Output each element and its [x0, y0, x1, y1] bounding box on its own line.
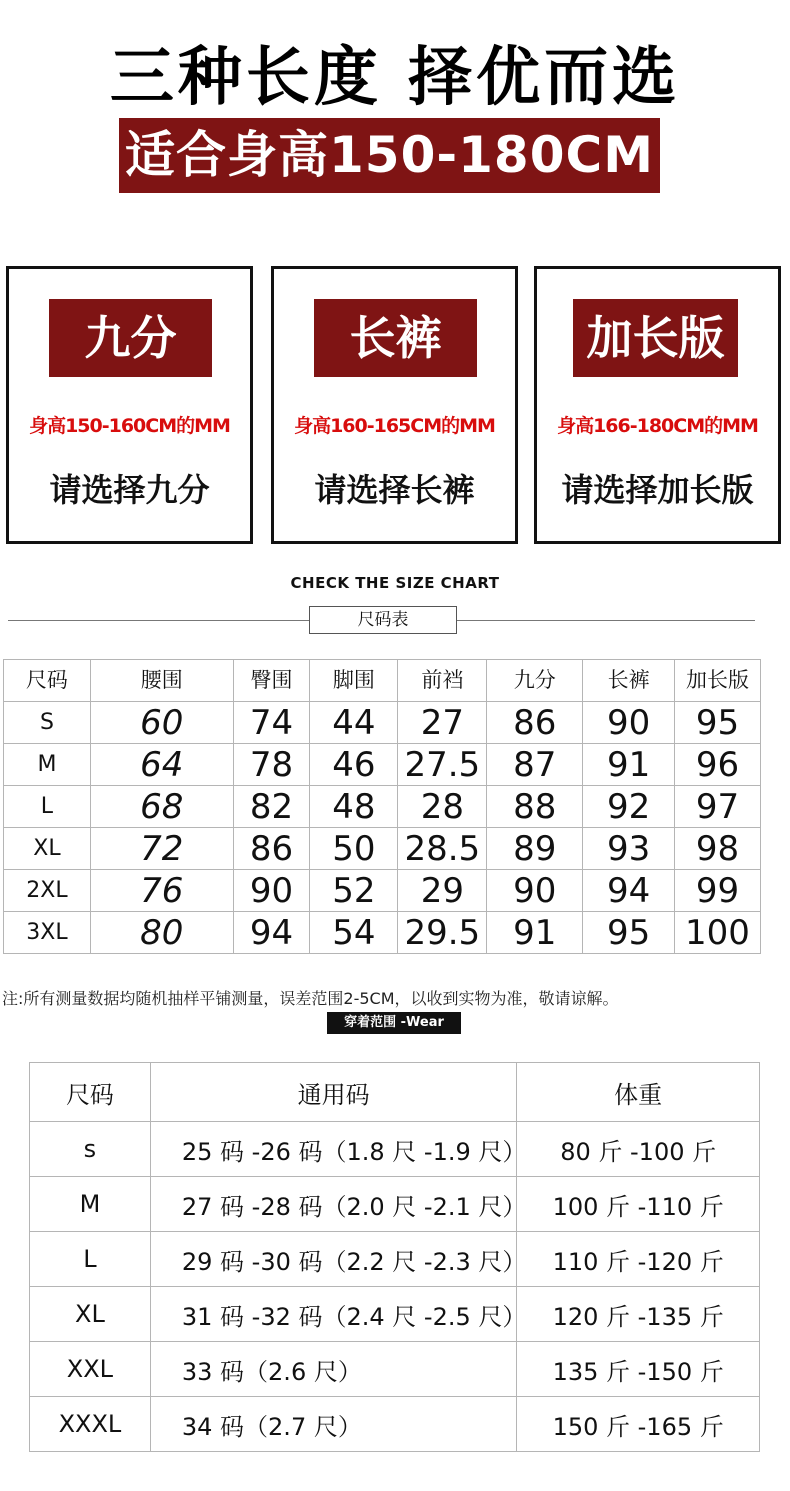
table-cell: 2XL [4, 870, 91, 912]
table-header-row [4, 660, 761, 702]
table-cell: 25 码 -26 码（1.8 尺 -1.9 尺） [150, 1122, 516, 1177]
option-height-range: 身高166-180CM的MM [557, 415, 758, 437]
table-cell: 76 [90, 870, 233, 912]
table-cell: XL [30, 1287, 151, 1342]
option-card-ninth [6, 266, 253, 544]
table-cell: 28.5 [398, 828, 487, 870]
table-cell: 80 斤 -100 斤 [517, 1122, 760, 1177]
size-table [3, 659, 761, 954]
table-cell: 91 [583, 744, 675, 786]
table-cell: 80 [90, 912, 233, 954]
table-cell: 98 [675, 828, 761, 870]
table-row [4, 870, 761, 912]
table-cell: 44 [310, 702, 398, 744]
table-cell: XL [4, 828, 91, 870]
table-cell: 100 斤 -110 斤 [517, 1177, 760, 1232]
table-cell: 28 [398, 786, 487, 828]
table-cell: 29 [398, 870, 487, 912]
table-cell: 95 [675, 702, 761, 744]
table-cell: 46 [310, 744, 398, 786]
table-cell: 100 [675, 912, 761, 954]
table-cell: XXXL [30, 1397, 151, 1452]
table-row [4, 744, 761, 786]
table-cell: 90 [233, 870, 310, 912]
table-cell: 150 斤 -165 斤 [517, 1397, 760, 1452]
table-cell: 52 [310, 870, 398, 912]
table-cell: 93 [583, 828, 675, 870]
table-cell: 54 [310, 912, 398, 954]
option-badge: 加长版 [573, 299, 738, 377]
column-header: 通用码 [150, 1063, 516, 1122]
table-cell: 34 码（2.7 尺） [150, 1397, 516, 1452]
table-cell: 86 [233, 828, 310, 870]
table-cell: S [4, 702, 91, 744]
table-cell: M [4, 744, 91, 786]
table-cell: 87 [487, 744, 583, 786]
table-cell: 95 [583, 912, 675, 954]
option-height-range: 身高150-160CM的MM [29, 415, 230, 437]
table-cell: 72 [90, 828, 233, 870]
column-header: 腰围 [90, 660, 233, 702]
wear-range-tag: 穿着范围 -Wear [327, 1012, 461, 1034]
column-header: 尺码 [4, 660, 91, 702]
option-height-range: 身高160-165CM的MM [294, 415, 495, 437]
option-card-extended [534, 266, 781, 544]
table-row [30, 1397, 760, 1452]
table-cell: 82 [233, 786, 310, 828]
divider [457, 620, 755, 621]
table-cell: 68 [90, 786, 233, 828]
table-cell: 27 码 -28 码（2.0 尺 -2.1 尺） [150, 1177, 516, 1232]
wear-range-table [29, 1062, 760, 1452]
table-cell: 27.5 [398, 744, 487, 786]
size-chart-heading: CHECK THE SIZE CHART [290, 574, 500, 592]
table-row [30, 1232, 760, 1287]
column-header: 体重 [517, 1063, 760, 1122]
table-cell: 33 码（2.6 尺） [150, 1342, 516, 1397]
table-cell: XXL [30, 1342, 151, 1397]
column-header: 长裤 [583, 660, 675, 702]
table-cell: 74 [233, 702, 310, 744]
table-cell: 29.5 [398, 912, 487, 954]
column-header: 臀围 [233, 660, 310, 702]
table-row [4, 828, 761, 870]
table-cell: 88 [487, 786, 583, 828]
table-header-row [30, 1063, 760, 1122]
table-cell: 97 [675, 786, 761, 828]
table-cell: 91 [487, 912, 583, 954]
table-cell: 50 [310, 828, 398, 870]
table-cell: s [30, 1122, 151, 1177]
table-cell: 64 [90, 744, 233, 786]
option-advice: 请选择长裤 [314, 471, 475, 509]
table-cell: 78 [233, 744, 310, 786]
column-header: 加长版 [675, 660, 761, 702]
option-advice: 请选择加长版 [561, 471, 754, 509]
table-cell: 94 [583, 870, 675, 912]
table-cell: 99 [675, 870, 761, 912]
column-header: 九分 [487, 660, 583, 702]
table-cell: L [30, 1232, 151, 1287]
table-cell: 96 [675, 744, 761, 786]
table-cell: 3XL [4, 912, 91, 954]
option-badge: 九分 [49, 299, 212, 377]
table-cell: 27 [398, 702, 487, 744]
table-cell: 90 [583, 702, 675, 744]
table-cell: 29 码 -30 码（2.2 尺 -2.3 尺） [150, 1232, 516, 1287]
table-cell: 92 [583, 786, 675, 828]
size-chart-subtitle: 尺码表 [309, 606, 457, 634]
table-cell: 60 [90, 702, 233, 744]
table-cell: 135 斤 -150 斤 [517, 1342, 760, 1397]
table-cell: 31 码 -32 码（2.4 尺 -2.5 尺） [150, 1287, 516, 1342]
page-title: 三种长度 择优而选 [109, 41, 681, 115]
table-cell: 48 [310, 786, 398, 828]
table-cell: 94 [233, 912, 310, 954]
option-advice: 请选择九分 [49, 471, 210, 509]
column-header: 前裆 [398, 660, 487, 702]
table-cell: M [30, 1177, 151, 1232]
table-cell: L [4, 786, 91, 828]
height-banner: 适合身高150-180CM [119, 118, 660, 193]
option-card-long [271, 266, 518, 544]
column-header: 脚围 [310, 660, 398, 702]
table-cell: 110 斤 -120 斤 [517, 1232, 760, 1287]
table-row [4, 912, 761, 954]
table-cell: 86 [487, 702, 583, 744]
table-row [4, 786, 761, 828]
table-row [30, 1287, 760, 1342]
table-cell: 120 斤 -135 斤 [517, 1287, 760, 1342]
table-row [30, 1342, 760, 1397]
table-cell: 90 [487, 870, 583, 912]
table-row [4, 702, 761, 744]
table-row [30, 1177, 760, 1232]
column-header: 尺码 [30, 1063, 151, 1122]
measurement-note: 注:所有测量数据均随机抽样平铺测量，误差范围2-5CM，以收到实物为准，敬请谅解。 [2, 989, 619, 1008]
option-badge: 长裤 [314, 299, 477, 377]
table-row [30, 1122, 760, 1177]
divider [8, 620, 309, 621]
table-cell: 89 [487, 828, 583, 870]
